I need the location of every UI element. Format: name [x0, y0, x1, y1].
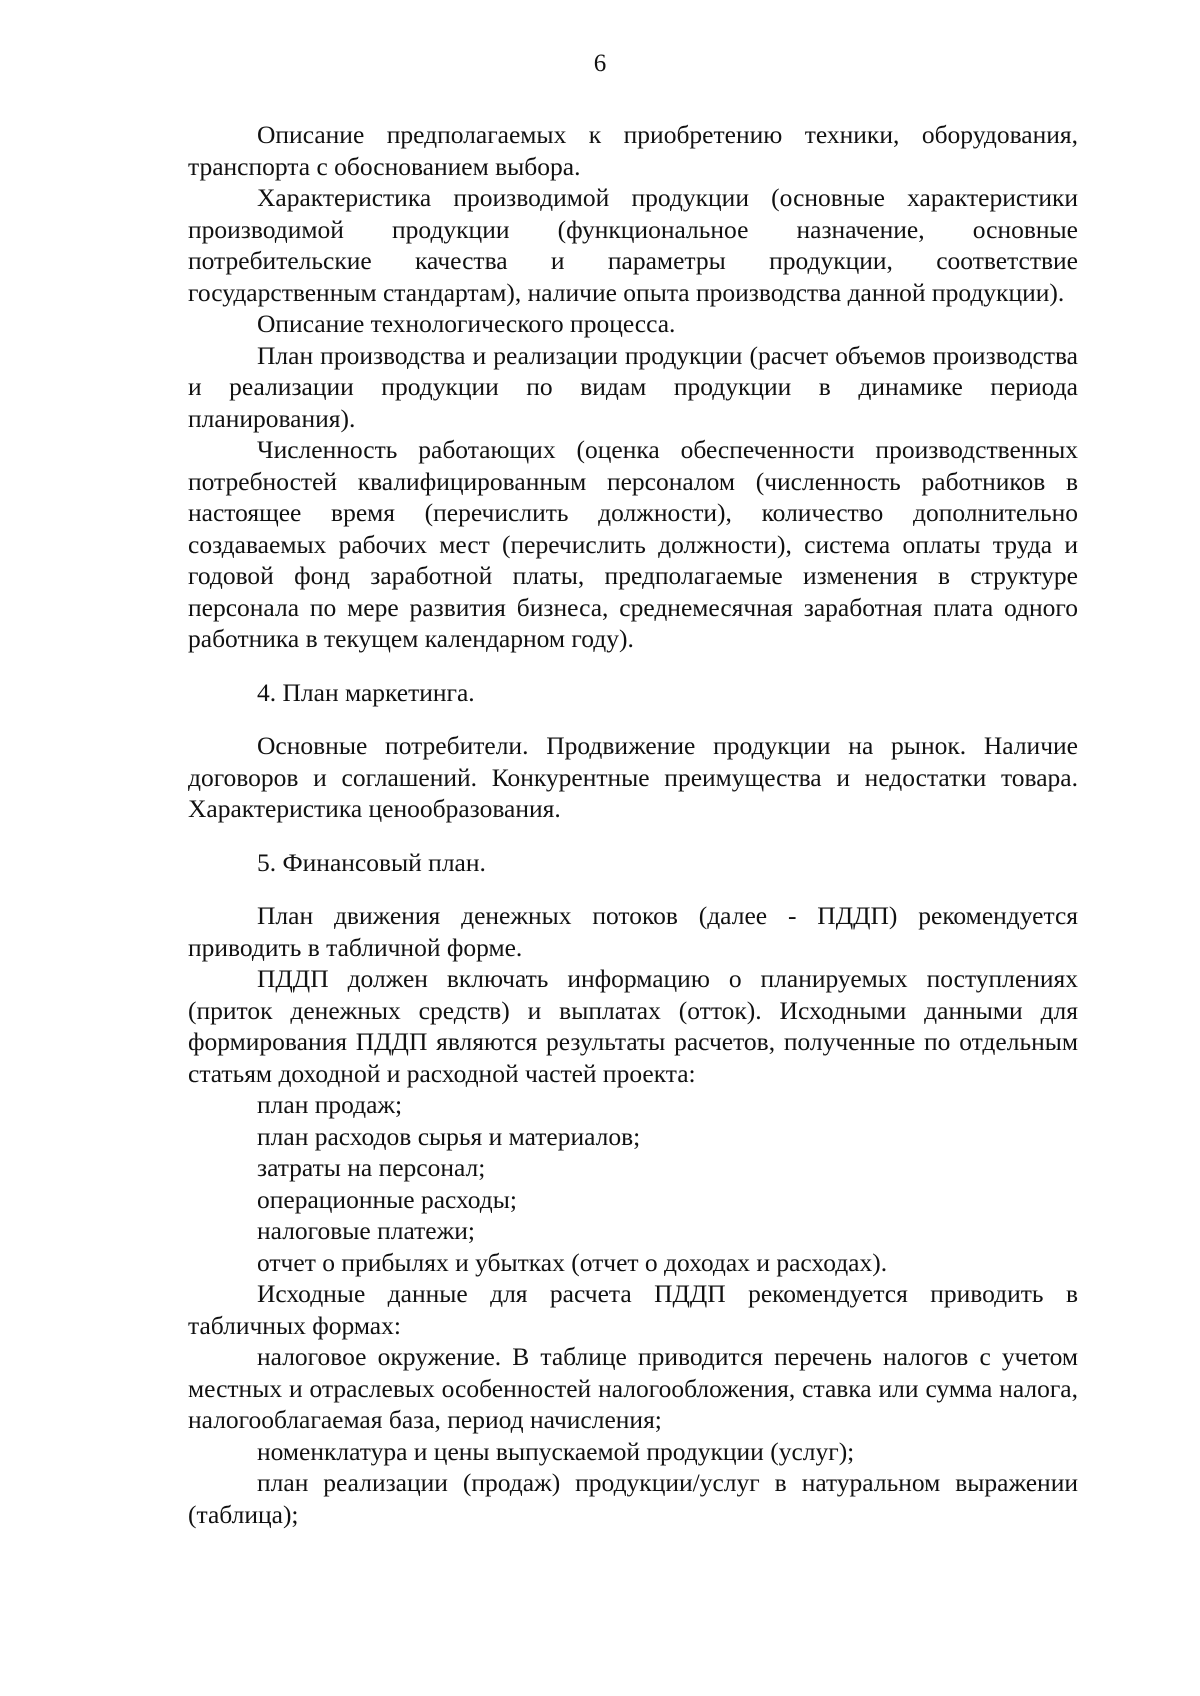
paragraph-technology: Описание технологического процесса. — [257, 309, 676, 338]
source-data-list — [188, 1089, 1078, 1278]
paragraph-marketing: Основные потребители. Продвижение продукции на рынок. Наличие договоров и соглашений. Конкурентные преимущества и недостатки товара. Характеристика ценообразования. — [188, 731, 1078, 823]
paragraph-product-characteristics: Характеристика производимой продукции (основные характеристики производимой продукции (функциональное назначение, основные потребительские качества и параметры продукции, соответствие государственным стандартам), наличие опыта производства данной продукции). — [188, 183, 1078, 307]
list-item: план продаж; — [257, 1090, 403, 1119]
list-item: налоговые платежи; — [257, 1216, 475, 1245]
paragraph-production-plan: План производства и реализации продукции (расчет объемов производства и реализации продукции по видам продукции в динамике периода планирования). — [188, 340, 1078, 433]
list-item: отчет о прибылях и убытках (отчет о доходах и расходах). — [257, 1247, 888, 1277]
page-number: 6 — [593, 50, 607, 77]
paragraph-tax-environment: налоговое окружение. В таблице приводится перечень налогов с учетом местных и отраслевых особенностей налогообложения, ставка или сумма налога, налогооблагаемая база, период начисления; — [188, 1342, 1078, 1434]
paragraph-sales-plan: план реализации (продаж) продукции/услуг в натуральном выражении (таблица); — [188, 1468, 1078, 1529]
paragraph-staff: Численность работающих (оценка обеспеченности производственных потребностей квалифицированным персоналом (численность работников в настоящее время (перечислить должности), количество дополнительно создаваемых рабочих мест (перечислить должности), система оплаты труда и годовой фонд заработной платы, предполагаемые изменения в структуре персонала по мере развития бизнеса, среднемесячная заработная плата одного работника в текущем календарном году). — [188, 435, 1078, 653]
list-item: операционные расходы; — [257, 1184, 517, 1214]
paragraph-source-tables: Исходные данные для расчета ПДДП рекомендуется приводить в табличных формах: — [188, 1279, 1078, 1340]
section-heading-financial: 5. Финансовый план. — [257, 847, 486, 877]
paragraph-cashflow: План движения денежных потоков (далее - ПДДП) рекомендуется приводить в табличной форме. — [188, 901, 1078, 962]
paragraph-equipment: Описание предполагаемых к приобретению техники, оборудования, транспорта с обоснованием выбора. — [188, 120, 1078, 181]
paragraph-nomenclature: номенклатура и цены выпускаемой продукции (услуг); — [257, 1436, 855, 1466]
list-item: план расходов сырья и материалов; — [257, 1121, 641, 1151]
list-item: затраты на персонал; — [257, 1153, 486, 1182]
section-heading-marketing: 4. План маркетинга. — [257, 677, 475, 707]
paragraph-cashflow-contents: ПДДП должен включать информацию о планируемых поступлениях (приток денежных средств) и выплатах (отток). Исходными данными для формирования ПДДП являются результаты расчетов, полученные по отдельным статьям доходной и расходной частей проекта: — [188, 964, 1078, 1088]
document-body — [188, 119, 1078, 1530]
